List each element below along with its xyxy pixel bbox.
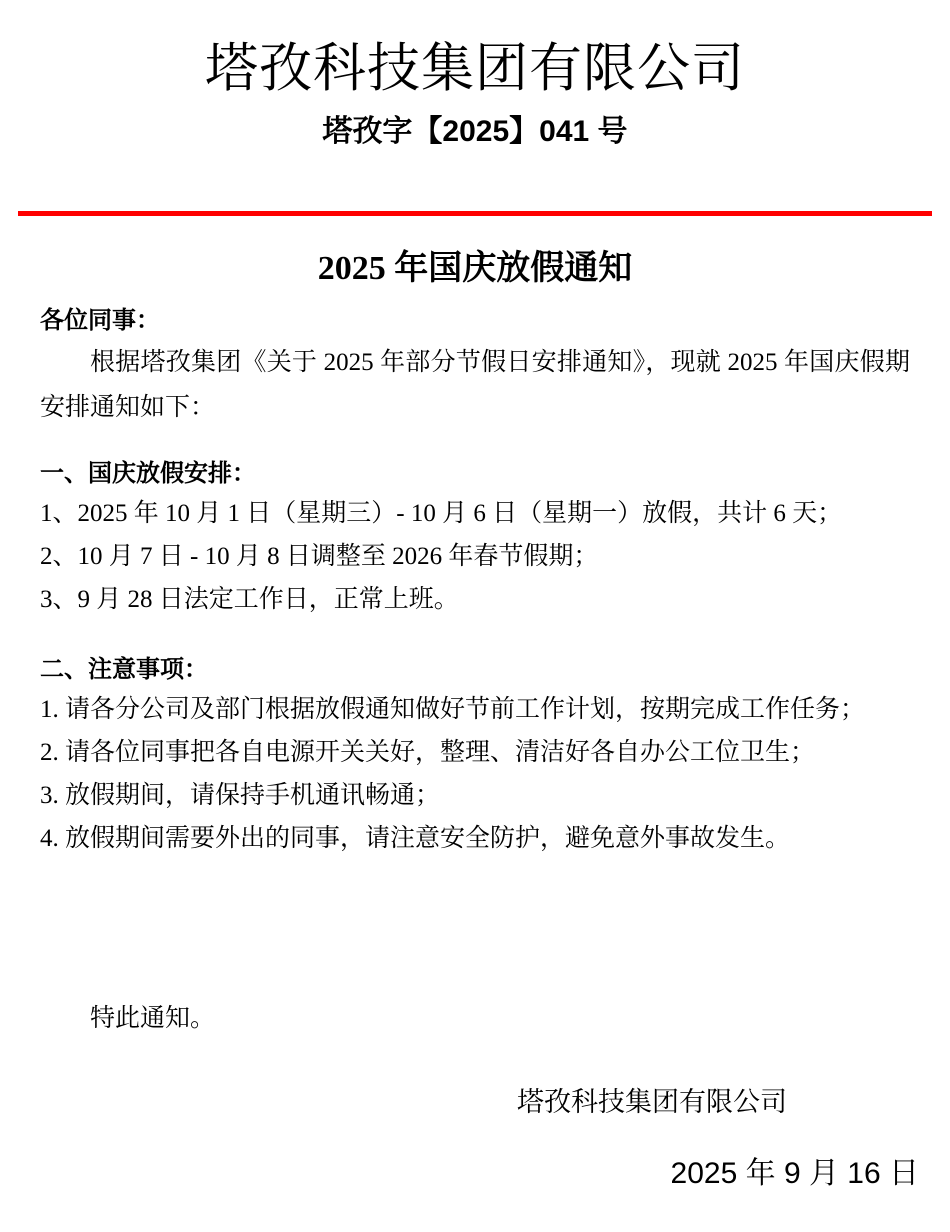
notes-item-4: 4. 放假期间需要外出的同事，请注意安全防护，避免意外事故发生。 xyxy=(40,825,791,852)
holiday-schedule-item-1: 1、2025 年 10 月 1 日（星期三）- 10 月 6 日（星期一）放假，共计 6 天； xyxy=(40,500,843,527)
notice-title: 2025 年国庆放假通知 xyxy=(317,250,633,287)
salutation: 各位同事： xyxy=(40,307,160,334)
company-title: 塔孜科技集团有限公司 xyxy=(205,40,745,98)
notes-item-3: 3. 放假期间，请保持手机通讯畅通； xyxy=(40,782,441,809)
section-1-heading: 一、国庆放假安排： xyxy=(40,460,256,487)
notes-item-1: 1. 请各分公司及部门根据放假通知做好节前工作计划，按期完成工作任务； xyxy=(40,696,866,723)
section-2-heading: 二、注意事项： xyxy=(40,656,208,683)
signature-date: 2025 年 9 月 16 日 xyxy=(670,1157,919,1190)
intro-paragraph: 根据塔孜集团《关于 2025 年部分节假日安排通知》，现就 2025 年国庆假期安排通知如下： xyxy=(40,349,910,421)
closing-line: 特此通知。 xyxy=(90,1005,216,1032)
document-number: 塔孜字【2025】041 号 xyxy=(322,115,628,148)
holiday-schedule-item-2: 2、10 月 7 日 - 10 月 8 日调整至 2026 年春节假期； xyxy=(40,543,599,570)
holiday-schedule-item-3: 3、9 月 28 日法定工作日，正常上班。 xyxy=(40,586,459,613)
signature-company-name: 塔孜科技集团有限公司 xyxy=(517,1087,787,1117)
document-body xyxy=(0,304,950,1036)
red-divider-line xyxy=(18,211,932,216)
notes-item-2: 2. 请各位同事把各自电源开关关好，整理、清洁好各自办公工位卫生； xyxy=(40,739,816,766)
